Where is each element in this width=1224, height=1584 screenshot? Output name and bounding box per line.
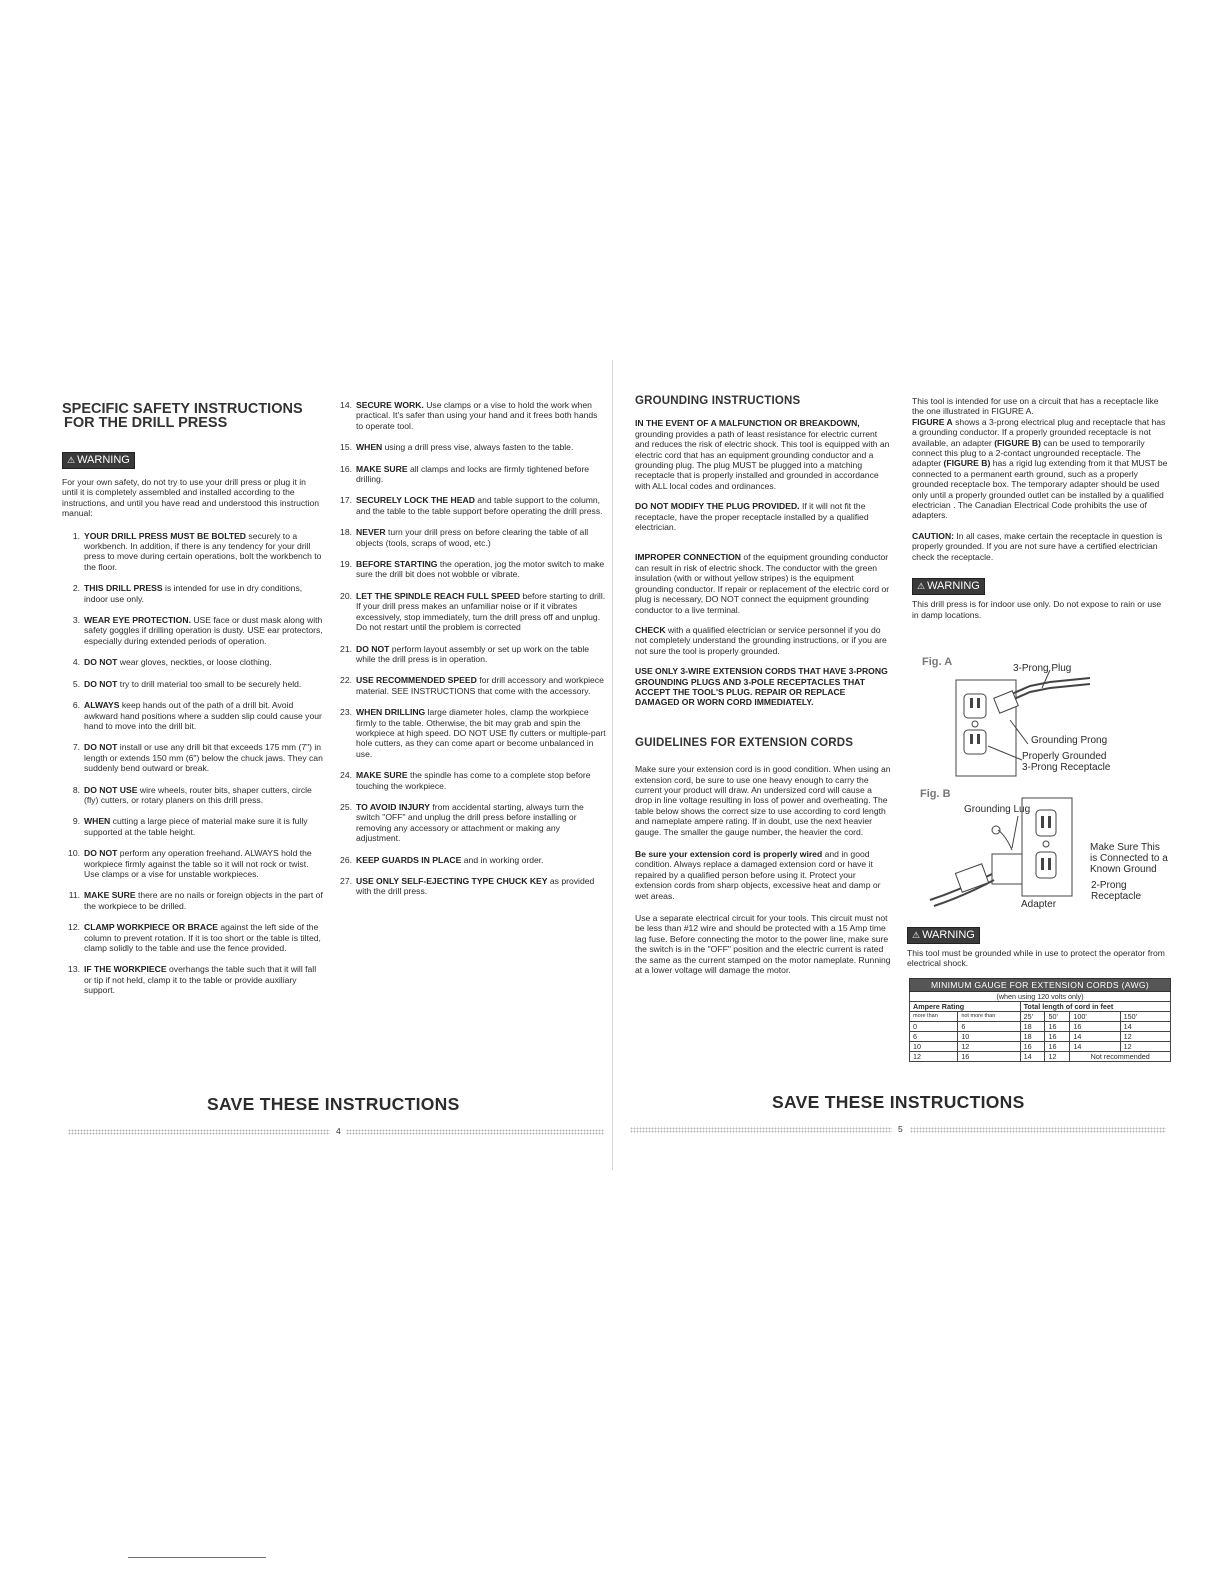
safety-list-1: [62, 531, 324, 996]
item-number: 6.: [72, 700, 80, 711]
item-text: the operation, jog the motor switch to make sure the drill bit does not wobble or vibrate.: [356, 559, 605, 580]
item-number: 24.: [340, 770, 352, 781]
safety-item: [334, 802, 606, 844]
left-title-line-2: FOR THE DRILL PRESS: [64, 415, 228, 431]
warning-badge-ground: ⚠ WARNING: [907, 927, 980, 944]
figure-a-receptacle-label-2: 3-Prong Receptacle: [1022, 762, 1111, 773]
right-column-1: [635, 396, 891, 985]
table-cell: Not recommended: [1070, 1052, 1171, 1062]
item-number: 27.: [340, 876, 352, 886]
figure-b-receptacle-label-1: 2-Prong: [1091, 880, 1127, 891]
item-number: 10.: [68, 848, 80, 859]
warning-badge-indoor: ⚠ WARNING: [912, 578, 985, 595]
safety-item: [62, 657, 324, 667]
item-text: install or use any drill bit that exceeds 175 mm (7") in length or extends 150 mm (6") below the chuck jaws. They can suddenly bend outward or break.: [84, 742, 323, 774]
table-cell: 14: [1070, 1042, 1120, 1052]
figure-b-ground-label-2: is Connected to a: [1090, 853, 1168, 864]
safety-item: [62, 785, 324, 806]
table-row: [910, 1022, 1171, 1032]
item-text: perform any operation freehand. ALWAYS hold the workpiece firmly against the table so it will not rock or twist. Use clamps or a vise for unstable workpieces.: [84, 848, 312, 879]
footer-dots-left-b: [346, 1129, 604, 1135]
figure-b-label: Fig. B: [920, 788, 951, 800]
safety-item: [334, 527, 606, 548]
item-text: and in working order.: [461, 854, 544, 865]
item-text: using a drill press vise, always fasten to the table.: [382, 442, 574, 453]
caution-para: CAUTION: In all cases, make certain the receptacle in question is properly grounded. If you are not sure have a certified electrician check the receptacle.: [912, 530, 1163, 562]
safety-item: [62, 890, 324, 911]
length-25: 25': [1020, 1012, 1045, 1022]
table-cell: 12: [910, 1052, 958, 1062]
item-number: 15.: [340, 442, 352, 453]
table-cell: 18: [1020, 1022, 1045, 1032]
length-header: Total length of cord in feet: [1020, 1002, 1170, 1012]
item-number: 4.: [72, 657, 80, 668]
item-number: 18.: [340, 527, 352, 538]
ground-warning-block: [907, 924, 1169, 979]
item-bold-lead: USE ONLY SELF-EJECTING TYPE CHUCK KEY: [356, 876, 548, 886]
right-column-2: [912, 396, 1170, 630]
grounding-para-3: IMPROPER CONNECTION of the equipment grounding conductor can result in risk of electric shock. The conductor with the green insulation (with or without yellow stripes) is the equipment grounding conductor. If repair or replacement of the electric cord or plug is necessary, DO NOT connect the equipment grounding conductor to a live terminal.: [635, 552, 890, 615]
footer-dots-left-a: [68, 1129, 330, 1135]
safety-item: [334, 770, 606, 791]
figure-b-ground-label-1: Make Sure This: [1090, 842, 1160, 853]
item-number: 12.: [68, 922, 80, 933]
safety-item: [334, 707, 606, 759]
table-cell: 16: [1045, 1042, 1070, 1052]
safety-item: [334, 591, 606, 633]
table-cell: 14: [1120, 1022, 1170, 1032]
item-text: and table support to the column, and the table to the table support before operating the drill press.: [356, 495, 603, 516]
safety-item: [62, 964, 324, 995]
table-cell: 12: [1120, 1032, 1170, 1042]
safety-item: [334, 675, 606, 696]
table-cell: 16: [1020, 1042, 1045, 1052]
item-text: the spindle has come to a complete stop before touching the workpiece.: [356, 770, 591, 791]
item-text: from accidental starting, always turn the switch "OFF" and unplug the drill press before installing or removing any accessory or attachment or making any adjustment.: [356, 801, 584, 844]
ampere-header: Ampere Rating: [910, 1002, 1021, 1012]
warning-triangle-icon: ⚠: [67, 455, 76, 465]
table-cell: 12: [958, 1042, 1020, 1052]
safety-item: [62, 531, 324, 573]
grounding-para-1: IN THE EVENT OF A MALFUNCTION OR BREAKDOWN, grounding provides a path of least resistance for electric current and reduces the risk of electric shock. This tool is equipped with an electric cord that has an equipment grounding conductor and a grounding plug. The plug MUST be plugged into a matching receptacle that is properly installed and grounded in accordance with ALL local codes and ordinances.: [635, 418, 890, 491]
warning-badge: ⚠ WARNING: [62, 452, 135, 469]
grounding-para-5: USE ONLY 3-WIRE EXTENSION CORDS THAT HAVE 3-PRONG GROUNDING PLUGS AND 3-POLE RECEPTACLES THAT ACCEPT THE TOOL'S PLUG. REPAIR OR REPLACE DAMAGED OR WORN CORD IMMEDIATELY.: [635, 666, 888, 708]
item-bold-lead: MAKE SURE: [356, 770, 408, 781]
item-text: wear gloves, neckties, or loose clothing.: [117, 657, 272, 668]
item-bold-lead: MAKE SURE: [356, 463, 408, 474]
intro-paragraph: For your own safety, do not try to use your drill press or plug it in until it is completely assembled and installed according to the instructions, and until you have read and understood this instruction manual:: [62, 477, 320, 519]
extension-title: GUIDELINES FOR EXTENSION CORDS: [635, 736, 854, 749]
figure-a-label: Fig. A: [922, 656, 953, 668]
safety-item: [334, 442, 606, 452]
safety-item: [62, 816, 324, 837]
left-column-2: [334, 400, 606, 908]
grounding-title: GROUNDING INSTRUCTIONS: [635, 395, 801, 407]
item-text: turn your drill press on before clearing the table of all objects (tools, scraps of wood, etc.): [356, 527, 589, 548]
table-row: [910, 1032, 1171, 1042]
item-text: cutting a large piece of material make sure it is fully supported at the table height.: [84, 816, 308, 837]
safety-item: [334, 876, 606, 897]
item-number: 2.: [72, 583, 80, 594]
safety-item: [62, 848, 324, 879]
item-bold-lead: WHEN: [356, 442, 383, 453]
table-cell: 16: [958, 1052, 1020, 1062]
warning-triangle-icon: ⚠: [912, 930, 921, 940]
item-text: large diameter holes, clamp the workpiece firmly to the table. Otherwise, the bit may grab and spin the workpiece at high speed. DO NOT USE fly cutters or multiple-part hole cutters, as they can come apart or become unbalanced in use.: [356, 707, 606, 759]
figure-a-receptacle-label-1: Properly Grounded: [1022, 751, 1107, 762]
item-bold-lead: USE RECOMMENDED SPEED: [356, 675, 477, 686]
safety-item: [334, 855, 606, 865]
table-row: [910, 1052, 1171, 1062]
page-number-left: 4: [336, 1126, 341, 1136]
item-text: Use clamps or a vise to hold the work when practical. It's safer than using your hand and it frees both hands to operate tool.: [356, 400, 598, 431]
safety-item: [62, 583, 324, 604]
item-text: perform layout assembly or set up work on the table while the drill press is in operation.: [356, 643, 590, 664]
save-instructions-left: SAVE THESE INSTRUCTIONS: [207, 1094, 460, 1114]
safety-item: [334, 495, 606, 516]
scan-edge-line: [128, 1557, 266, 1558]
left-column-1: [62, 402, 324, 1007]
grounding-para-4: CHECK with a qualified electrician or service personnel if you do not completely understand the grounding instructions, or if you are not sure the tool is properly grounded.: [635, 624, 887, 656]
item-number: 14.: [340, 400, 352, 410]
item-number: 16.: [340, 463, 352, 474]
awg-table: [909, 1001, 1171, 1062]
left-title-line-1: SPECIFIC SAFETY INSTRUCTIONS: [62, 401, 303, 417]
item-bold-lead: WEAR EYE PROTECTION.: [84, 615, 191, 626]
extension-para-3: Use a separate electrical circuit for your tools. This circuit must not be less than #12 wire and should be protected with a 15 Amp time lag fuse. Before connecting the motor to the power line, make sure the switch is in the "OFF" position and the electric current is rated the same as the current stamped on the motor nameplate. Running at a lower voltage will damage the motor.: [635, 913, 891, 976]
item-bold-lead: DO NOT: [356, 643, 390, 654]
item-text: is intended for use in dry conditions, indoor use only.: [84, 583, 303, 604]
item-text: try to drill material too small to be securely held.: [117, 678, 302, 689]
footer-dots-right-a: [630, 1127, 892, 1133]
item-bold-lead: KEEP GUARDS IN PLACE: [356, 854, 462, 865]
item-bold-lead: WHEN: [84, 816, 111, 827]
item-bold-lead: YOUR DRILL PRESS MUST BE BOLTED: [84, 530, 247, 541]
figure-b-ground-label-3: Known Ground: [1090, 864, 1157, 875]
receptacle-para-1: This tool is intended for use on a circuit that has a receptacle like the one illustrated in FIGURE A.: [912, 396, 1159, 417]
receptacle-para-2: FIGURE A shows a 3-prong electrical plug and receptacle that has a grounding conductor. If a properly grounded receptacle is not available, an adapter (FIGURE B) can be used to temporarily connect this plug to a 2-contact ungrounded receptacle. The adapter (FIGURE B) has a rigid lug extending from it that MUST be connected to a permanent earth ground, such as a properly grounded receptacle box. The temporary adapter should be used only until a properly grounded outlet can be installed by a qualified electrician . The Canadian Electrical Code prohibits the use of adapters.: [912, 416, 1168, 521]
item-number: 22.: [340, 675, 352, 686]
item-number: 23.: [340, 707, 352, 718]
item-number: 21.: [340, 643, 352, 654]
item-text: securely to a workbench. In addition, if there is any tendency for your drill press to move during certain operations, bolt the workbench to the floor.: [84, 530, 322, 572]
safety-item: [334, 400, 606, 431]
not-more-than-header: not more than: [958, 1012, 1020, 1022]
item-bold-lead: CLAMP WORKPIECE OR BRACE: [84, 922, 219, 933]
item-text: USE face or dust mask along with safety goggles if drilling operation is dusty. USE ear protectors, especially during extended periods of operation.: [84, 615, 323, 646]
item-number: 19.: [340, 559, 352, 570]
safety-item: [62, 615, 324, 646]
item-number: 8.: [72, 784, 80, 795]
item-number: 11.: [68, 890, 80, 901]
safety-item: [62, 922, 324, 953]
item-text: as provided with the drill press.: [356, 876, 595, 897]
indoor-warning-text: This drill press is for indoor use only. Do not expose to rain or use in damp locations.: [912, 599, 1162, 620]
warning-triangle-icon: ⚠: [917, 581, 926, 592]
item-bold-lead: THIS DRILL PRESS: [84, 583, 163, 594]
figure-b-receptacle-label-2: Receptacle: [1091, 891, 1142, 902]
item-bold-lead: MAKE SURE: [84, 890, 136, 901]
safety-list-2: [334, 400, 606, 897]
safety-item: [62, 742, 324, 773]
item-text: for drill accessory and workpiece material. SEE INSTRUCTIONS that come with the accessory.: [356, 675, 604, 696]
item-number: 7.: [72, 742, 80, 753]
extension-para-1: Make sure your extension cord is in good condition. When using an extension cord, be sure to use one heavy enough to carry the current your product will draw. An undersized cord will cause a drop in line voltage resulting in loss of power and overheating. The table below shows the correct size to use according to cord length and nameplate ampere rating. If in doubt, use the next heavier gauge. The smaller the gauge number, the heavier the cord.: [635, 764, 891, 837]
safety-item: [334, 559, 606, 580]
more-than-header: more than: [910, 1012, 958, 1022]
table-cell: 16: [1070, 1022, 1120, 1032]
table-cell: 16: [1045, 1032, 1070, 1042]
item-bold-lead: TO AVOID INJURY: [356, 801, 431, 812]
table-cell: 6: [910, 1032, 958, 1042]
item-text: wire wheels, router bits, shaper cutters, circle (fly) cutters, or rotary planers on this drill press.: [84, 784, 312, 805]
length-50: 50': [1045, 1012, 1070, 1022]
item-number: 13.: [68, 964, 80, 975]
item-number: 3.: [72, 615, 80, 626]
item-bold-lead: ALWAYS: [84, 700, 120, 711]
item-bold-lead: WHEN DRILLING: [356, 707, 426, 718]
length-100: 100': [1070, 1012, 1120, 1022]
item-text: overhangs the table such that it will fall or tip if not held, clamp it to the table or provide auxiliary support.: [84, 964, 317, 996]
table-cell: 12: [1045, 1052, 1070, 1062]
safety-item: [62, 679, 324, 689]
item-bold-lead: DO NOT USE: [84, 784, 138, 795]
figure-b-lug-label: Grounding Lug: [964, 804, 1031, 815]
item-bold-lead: LET THE SPINDLE REACH FULL SPEED: [356, 590, 521, 601]
item-number: 9.: [72, 816, 80, 827]
safety-item: [334, 644, 606, 665]
safety-item: [62, 700, 324, 731]
item-number: 5.: [72, 678, 80, 689]
length-150: 150': [1120, 1012, 1170, 1022]
table-cell: 10: [958, 1032, 1020, 1042]
item-text: before starting to drill. If your drill press makes an unfamiliar noise or if it vibrates excessively, stop immediately, turn the drill press off and unplug. Do not restart until the problem is corrected: [356, 590, 606, 633]
item-text: all clamps and locks are firmly tightened before drilling.: [356, 463, 590, 485]
table-cell: 14: [1020, 1052, 1045, 1062]
table-cell: 16: [1045, 1022, 1070, 1032]
item-bold-lead: BEFORE STARTING: [356, 559, 438, 570]
table-subtitle: (when using 120 volts only): [909, 992, 1171, 1001]
figure-a-plug-label: 3-Prong Plug: [1013, 663, 1072, 674]
table-cell: 12: [1120, 1042, 1170, 1052]
item-text: keep hands out of the path of a drill bit. Avoid awkward hand positions where a sudden slip could cause your hand to move into the drill bit.: [84, 700, 322, 731]
table-row: [910, 1042, 1171, 1052]
table-cell: 14: [1070, 1032, 1120, 1042]
page-number-right: 5: [898, 1124, 903, 1134]
item-bold-lead: DO NOT: [84, 657, 118, 668]
extension-cord-table: [909, 978, 1171, 1062]
item-bold-lead: SECURELY LOCK THE HEAD: [356, 495, 475, 506]
save-instructions-right: SAVE THESE INSTRUCTIONS: [772, 1092, 1025, 1112]
item-number: 17.: [340, 495, 352, 506]
table-cell: 18: [1020, 1032, 1045, 1042]
table-cell: 10: [910, 1042, 958, 1052]
figure-b-adapter-label: Adapter: [1021, 899, 1057, 910]
item-text: against the left side of the column to prevent rotation. If it is too short or the table is tilted, clamp solidly to the table and use the fence provided.: [84, 922, 321, 953]
item-number: 26.: [340, 854, 352, 865]
table-cell: 0: [910, 1022, 958, 1032]
grounding-para-2: DO NOT MODIFY THE PLUG PROVIDED. If it will not fit the receptacle, have the proper receptacle installed by a qualified electrician.: [635, 501, 869, 533]
figure-a-prong-label: Grounding Prong: [1031, 735, 1108, 746]
item-bold-lead: NEVER: [356, 527, 386, 538]
item-number: 1.: [72, 530, 80, 541]
extension-para-2: Be sure your extension cord is properly wired and in good condition. Always replace a damaged extension cord or have it repaired by a qualified person before using it. Protect your extension cords from sharp objects, excessive heat and damp or wet areas.: [635, 849, 881, 901]
ground-warning-text: This tool must be grounded while in use to protect the operator from electrical shock.: [907, 948, 1165, 969]
item-bold-lead: DO NOT: [84, 848, 118, 859]
page-fold-line: [612, 360, 613, 1170]
table-title: MINIMUM GAUGE FOR EXTENSION CORDS (AWG): [909, 978, 1171, 992]
item-bold-lead: DO NOT: [84, 678, 118, 689]
item-bold-lead: SECURE WORK.: [356, 400, 424, 410]
item-bold-lead: DO NOT: [84, 742, 118, 753]
item-text: there are no nails or foreign objects in the part of the workpiece to be drilled.: [84, 890, 323, 911]
table-cell: 6: [958, 1022, 1020, 1032]
footer-dots-right-b: [910, 1127, 1166, 1133]
item-number: 25.: [340, 801, 352, 812]
item-bold-lead: IF THE WORKPIECE: [84, 964, 167, 975]
safety-item: [334, 464, 606, 485]
item-number: 20.: [340, 590, 352, 601]
